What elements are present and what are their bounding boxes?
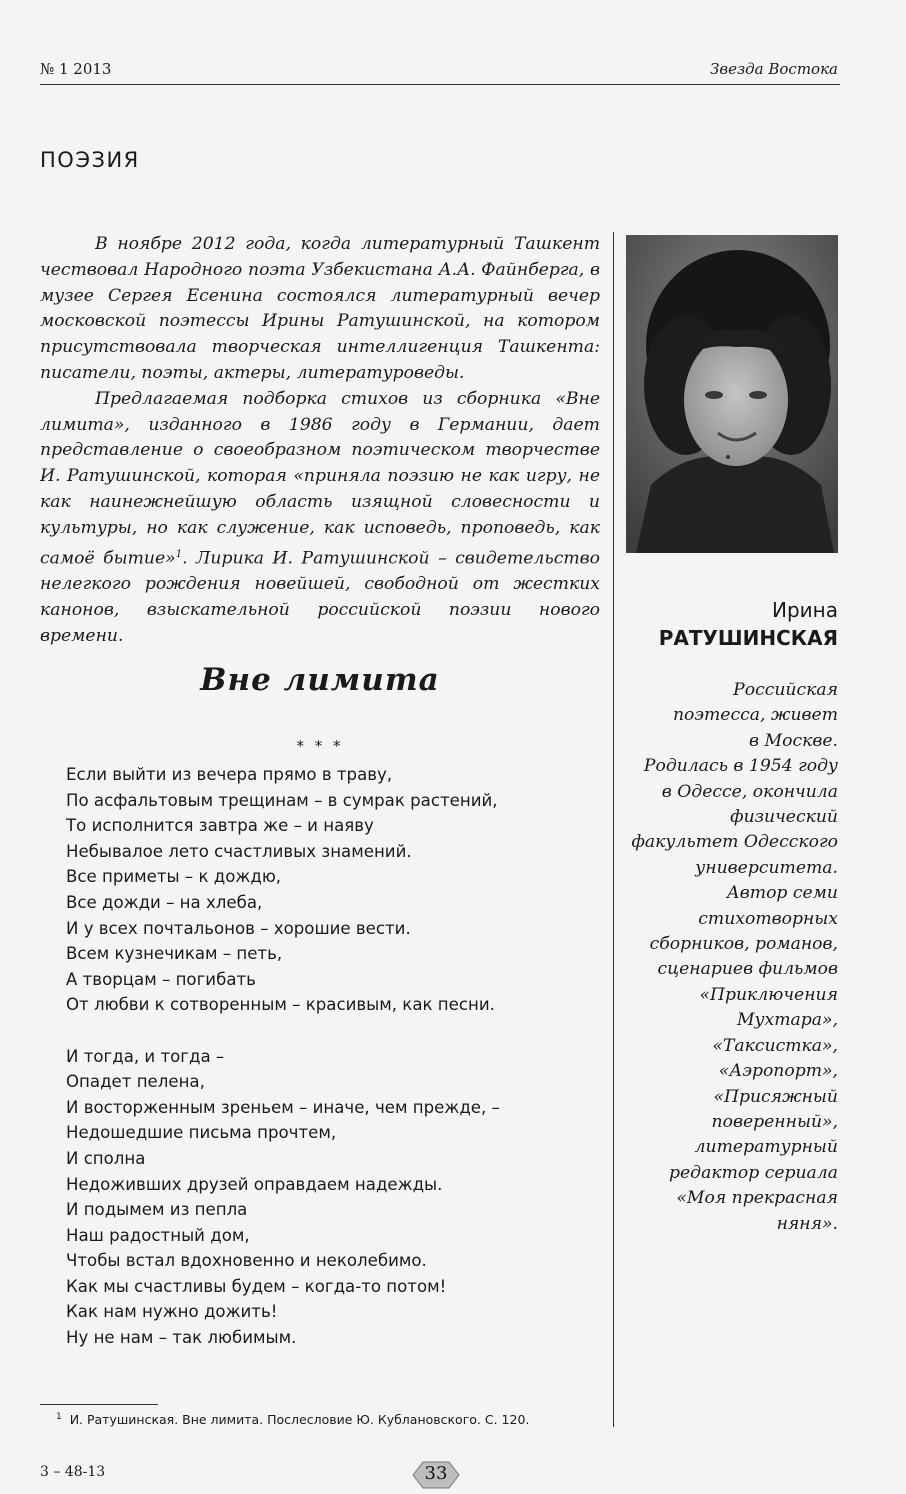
bio-line: в Одессе, окончила (661, 781, 838, 802)
poem-line: Недоживших друзей оправдаем надежды. (66, 1174, 443, 1194)
intro-paragraph-2 (40, 387, 600, 650)
bio-line: факультет Одесского (631, 832, 838, 853)
bio-line: «Таксистка», (712, 1035, 838, 1056)
poem-text (66, 762, 606, 1351)
poem-line: И восторженным зреньем – иначе, чем прежде, – (66, 1097, 500, 1117)
poem-line: От любви к сотворенным – красивым, как песни. (66, 995, 495, 1015)
poem-cycle-title: Вне лимита (200, 662, 440, 698)
author-name (659, 596, 838, 652)
poem-line: Если выйти из вечера прямо в траву, (66, 765, 393, 784)
poem-line: Чтобы встал вдохновенно и неколебимо. (66, 1251, 427, 1271)
bio-line: сборников, романов, (649, 934, 838, 955)
bio-line: физический (730, 807, 838, 828)
bio-line: редактор сериала (669, 1162, 838, 1183)
poem-line: Ну не нам – так любимым. (66, 1328, 297, 1348)
bio-line: Родилась в 1954 году (643, 756, 838, 777)
poem-line: Как мы счастливы будем – когда-то потом! (66, 1276, 447, 1296)
print-code: 3 – 48-13 (40, 1464, 106, 1480)
bio-line: «Аэропорт», (718, 1061, 838, 1082)
bio-line: сценариев фильмов (657, 959, 838, 980)
poem-separator: * * * (296, 737, 344, 755)
poem-line: А творцам – погибать (66, 969, 256, 989)
author-bio (626, 678, 838, 1237)
author-last-name: РАТУШИНСКАЯ (658, 626, 838, 650)
bio-line: Мухтара», (736, 1010, 838, 1031)
bio-line: «Присяжный (713, 1086, 838, 1107)
bio-line: няня». (776, 1213, 838, 1234)
poem-line: И подымем из пепла (66, 1200, 248, 1220)
intro-paragraph-1: В ноябре 2012 года, когда литературный Ташкент чествовал Народного поэта Узбекистана А.А. Файнберга, в музее Сергея Есенина состоялся литературный вечер московской поэтессы Ирины Ратушинской, на котором присутствовала творческая интеллигенция Ташкента: писатели, поэты, актеры, литературоведы. (40, 234, 600, 383)
bio-line: литературный (694, 1137, 838, 1158)
issue-number: № 1 2013 (40, 60, 112, 78)
section-title: ПОЭЗИЯ (40, 148, 140, 172)
bio-line: поэтесса, живет (672, 705, 838, 726)
poem-line: И у всех почтальонов – хорошие вести. (66, 918, 411, 938)
author-portrait-image (626, 235, 838, 553)
journal-name: Звезда Востока (710, 60, 838, 78)
poem-line: Все приметы – к дождю, (66, 867, 282, 887)
bio-line: стихотворных (698, 908, 838, 929)
poem-line: Недошедшие письма прочтем, (66, 1123, 337, 1143)
bio-line: «Моя прекрасная (676, 1188, 838, 1209)
intro-p2-text: Предлагаемая подборка стихов из сборника «Вне лимита», изданного в 1986 году в Германии, дает представление о своеобразном поэтическом творчестве И. Ратушинской, которая «приняла поэзию не как игру, не как наинежнейшую область изящной словесности и культуры, но как служение, как исповедь, проповедь, как самоё бытие» (40, 388, 600, 569)
page-number-badge (409, 1459, 463, 1491)
poem-line: Все дожди – на хлеба, (66, 892, 263, 912)
poem-line: То исполнится завтра же – и наяву (66, 816, 374, 836)
author-photo (626, 235, 838, 553)
bio-line: в Москве. (749, 730, 838, 751)
intro-p2-text-end: . Лирика И. Ратушинской – свидетельство нелегкого рождения новейшей, свободной от жестких канонов, взыскательной российской поэзии нового времени. (40, 548, 600, 646)
author-first-name: Ирина (772, 598, 838, 622)
column-divider (613, 232, 614, 1427)
bio-line: поверенный», (711, 1111, 838, 1132)
bio-line: Автор семи (726, 883, 838, 904)
footnote-rule (40, 1404, 158, 1405)
poem-line: Небывалое лето счастливых знамений. (66, 841, 412, 861)
poem-line: И тогда, и тогда – (66, 1046, 225, 1066)
stanza-break (66, 1018, 606, 1044)
header-rule (40, 84, 840, 85)
bio-line: университета. (695, 857, 838, 878)
poem-line: Как нам нужно дожить! (66, 1302, 278, 1322)
bio-line: «Приключения (699, 984, 838, 1005)
poem-line: По асфальтовым трещинам – в сумрак растений, (66, 790, 498, 810)
footnote-text: И. Ратушинская. Вне лимита. Послесловие Ю. Кублановского. С. 120. (69, 1412, 530, 1428)
page-number: 33 (424, 1463, 448, 1484)
poem-line: Наш радостный дом, (66, 1225, 250, 1245)
bio-line: Российская (733, 680, 838, 700)
intro-text (40, 232, 600, 649)
footnote-reference: 1 (175, 548, 183, 560)
poem-line: Опадет пелена, (66, 1072, 205, 1092)
poem-line: Всем кузнечикам – петь, (66, 944, 283, 964)
poem-line: И сполна (66, 1148, 146, 1168)
footnote-mark: 1 (56, 1412, 62, 1422)
footnote (56, 1412, 529, 1427)
